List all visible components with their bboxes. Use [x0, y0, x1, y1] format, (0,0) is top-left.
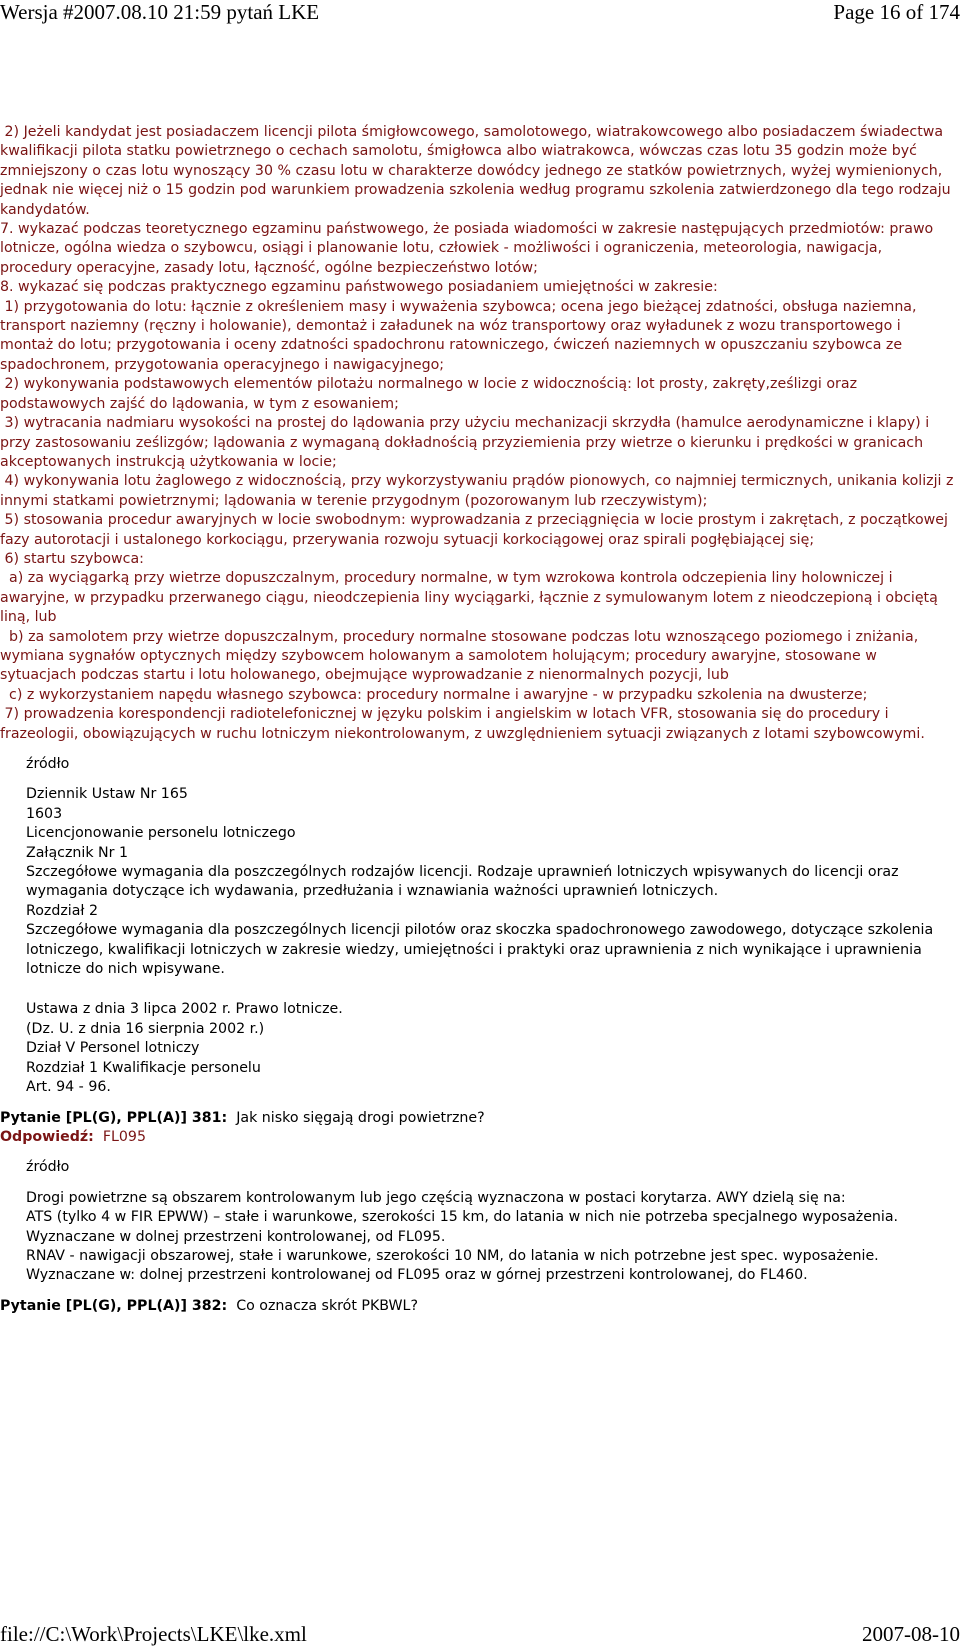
source-line: Drogi powietrzne są obszarem kontrolowanym lub jego częścią wyznaczona w postaci korytarza. AWY dzielą się na:: [26, 1189, 846, 1206]
source-line: Art. 94 - 96.: [26, 1079, 111, 1096]
footer-date: 2007-08-10: [862, 1622, 960, 1646]
answer-paragraph: 6) startu szybowca:: [0, 550, 144, 567]
source-line: Dziennik Ustaw Nr 165: [26, 786, 188, 803]
source-line: Rozdział 2: [26, 902, 99, 919]
source-link[interactable]: źródło: [26, 1159, 70, 1176]
source-section: [0, 744, 955, 1098]
answer-paragraph: a) za wyciągarką przy wietrze dopuszczalnym, procedury normalne, w tym wzrokowa kontrola odczepienia liny holowniczej i awaryjne, w przypadku przerwanego ciągu, nieodczepienia liny wyciągarki, łącznie z symulowanym lotem z nieodczepioną i obciętą liną, lub: [0, 570, 943, 626]
answer-paragraph: 3) wytracania nadmiaru wysokości na prostej do lądowania przy użyciu mechanizacji skrzydła (hamulce aerodynamiczne i klapy) i przy zastosowaniu ześlizgów; lądowania z wymaganą dokładnością przyziemienia przy wietrze o kierunku i prędkości w granicach akceptowanych instrukcją użytkowania w locie;: [0, 415, 934, 470]
source-line: Szczegółowe wymagania dla poszczególnych rodzajów licencji. Rodzaje uprawnień lotniczych wpisywanych do licencji oraz wymagania dotyczące ich wydawania, przedłużania i wznawiania ważności uprawnień lotniczych.: [26, 864, 899, 900]
question-381: [0, 1109, 955, 1286]
source-line: 1603: [26, 805, 63, 822]
question-text: Co oznacza skrót PKBWL?: [236, 1297, 418, 1314]
answer-paragraph: 2) wykonywania podstawowych elementów pilotażu normalnego w locie z widocznością: lot prosty, zakręty,ześlizgi oraz podstawowych zajść do lądowania, w tym z esowaniem;: [0, 376, 862, 412]
question-text: Jak nisko sięgają drogi powietrzne?: [236, 1109, 485, 1126]
answer-paragraph: 1) przygotowania do lotu: łącznie z określeniem masy i wyważenia szybowca; ocena jego bieżącej zdatności, obsługa naziemna, transport naziemny (ręczny i holowanie), demontaż i załadunek na wóz transportowy oraz wyładunek z wozu transportowego i montaż do lotu; przygotowania i oceny zdatności spadochronu ratowniczego, ćwiczeń naziemnych w opuszczaniu szybowca ze spadochronem, przygotowania operacyjnego i nawigacyjnego;: [0, 298, 922, 373]
page-footer: [0, 1622, 960, 1648]
answer-paragraph: 7) prowadzenia korespondencji radiotelefonicznej w języku polskim i angielskim w lotach VFR, stosowania się do procedury i frazeologii, obowiązujących w ruchu lotniczym niekontrolowanym, z uwzględnieniem sytuacji związanych z lotami szybowcowymi.: [0, 706, 925, 742]
answer-paragraph: b) za samolotem przy wietrze dopuszczalnym, procedury normalne stosowane podczas lotu wznoszącego poziomego i zniżania, wymiana sygnałów optycznych między szybowcem holowanym a samolotem holującym; procedury awaryjne, stosowane w sytuacjach podczas startu i lotu holowanego, obejmujące wyprowadzanie z nienormalnych pozycji, lub: [0, 628, 923, 684]
footer-file-path: file://C:\Work\Projects\LKE\lke.xml: [0, 1622, 307, 1646]
answer-value: FL095: [102, 1128, 146, 1145]
answer-paragraph: 4) wykonywania lotu żaglowego z widocznością, przy wykorzystywaniu prądów pionowych, co najmniej termicznych, unikania kolizji z innymi statkami powietrznymi; lądowania w terenie przygodnym (pozorowanym lub rzeczywistym);: [0, 473, 958, 509]
answer-paragraph: 8. wykazać się podczas praktycznego egzaminu państwowego posiadaniem umiejętności w zakresie:: [0, 279, 718, 296]
answer-paragraph: 5) stosowania procedur awaryjnych w locie swobodnym: wyprowadzania z przeciągnięcia w locie prostym i zakrętach, z początkowej fazy autorotacji i ustalonego korkociągu, przerywania rozwoju sytuacji korkociągowej oraz spirali pogłębiającej się;: [0, 512, 953, 548]
source-line: RNAV - nawigacji obszarowej, stałe i warunkowe, szerokości 10 NM, do latania w nich potrzebne jest spec. wyposażenie. Wyznaczane w: dolnej przestrzeni kontrolowanej od FL095 oraz w górnej przestrzeni kontrolowanej, do FL460.: [26, 1247, 879, 1284]
source-line: Ustawa z dnia 3 lipca 2002 r. Prawo lotnicze.: [26, 1001, 343, 1018]
source-link[interactable]: źródło: [26, 756, 70, 772]
answer-paragraph: c) z wykorzystaniem napędu własnego szybowca: procedury normalne i awaryjne - w przypadku szkolenia na dwusterze;: [0, 686, 868, 703]
answer-text-block: [0, 123, 958, 744]
header-version: Wersja #2007.08.10 21:59 pytań LKE: [0, 0, 320, 24]
document-body: [0, 123, 958, 1316]
answer-row: [0, 1128, 955, 1147]
source-line: (Dz. U. z dnia 16 sierpnia 2002 r.): [26, 1020, 265, 1037]
source-line: Szczegółowe wymagania dla poszczególnych licencji pilotów oraz skoczka spadochronowego zawodowego, dotyczące szkolenia lotniczego, kwalifikacji lotniczych w zakresie wiedzy, umiejętności i praktyki oraz uprawnienia z nich wynikające i uprawnienia lotnicze do nich wpisywane.: [26, 922, 934, 978]
question-row: [0, 1297, 955, 1316]
source-line: Rozdział 1 Kwalifikacje personelu: [26, 1059, 261, 1076]
source-line: Licencjonowanie personelu lotniczego: [26, 825, 296, 842]
question-label: Pytanie [PL(G), PPL(A)] 382:: [0, 1297, 228, 1314]
question-row: [0, 1109, 955, 1128]
source-line: ATS (tylko 4 w FIR EPWW) – stałe i warunkowe, szerokości 15 km, do latania w nich nie potrzeba specjalnego wyposażenia. Wyznaczane w dolnej przestrzeni kontrolowanej, od FL095.: [26, 1209, 899, 1245]
page-header: [0, 0, 960, 26]
answer-paragraph: 2) Jeżeli kandydat jest posiadaczem licencji pilota śmigłowcowego, samolotowego, wiatrakowcowego albo posiadaczem świadectwa kwalifikacji pilota statku powietrznego o cechach samolotu, śmigłowca albo wiatrakowca, wówczas czas lotu 35 godzin może być zmniejszony o czas lotu wynoszący 30 % czasu lotu w charakterze dowódcy jednego ze statków powietrznych, wyżej wymienionych, jednak nie więcej niż o 15 godzin pod warunkiem prowadzenia szkolenia według programu szkolenia zatwierdzonego dla tego rodzaju kandydatów.: [0, 124, 956, 218]
source-section: [0, 1147, 955, 1285]
source-line: Dział V Personel lotniczy: [26, 1040, 200, 1057]
header-page-number: Page 16 of 174: [833, 0, 960, 24]
answer-label: Odpowiedź:: [0, 1128, 94, 1145]
source-line: Załącznik Nr 1: [26, 844, 129, 861]
answer-paragraph: 7. wykazać podczas teoretycznego egzaminu państwowego, że posiada wiadomości w zakresie następujących przedmiotów: prawo lotnicze, ogólna wiedza o szybowcu, osiągi i planowanie lotu, człowiek - możliwości i ograniczenia, meteorologia, nawigacja, procedury operacyjne, zasady lotu, łączność, ogólne bezpieczeństwo lotów;: [0, 221, 938, 276]
question-382: [0, 1297, 955, 1316]
question-label: Pytanie [PL(G), PPL(A)] 381:: [0, 1109, 228, 1126]
